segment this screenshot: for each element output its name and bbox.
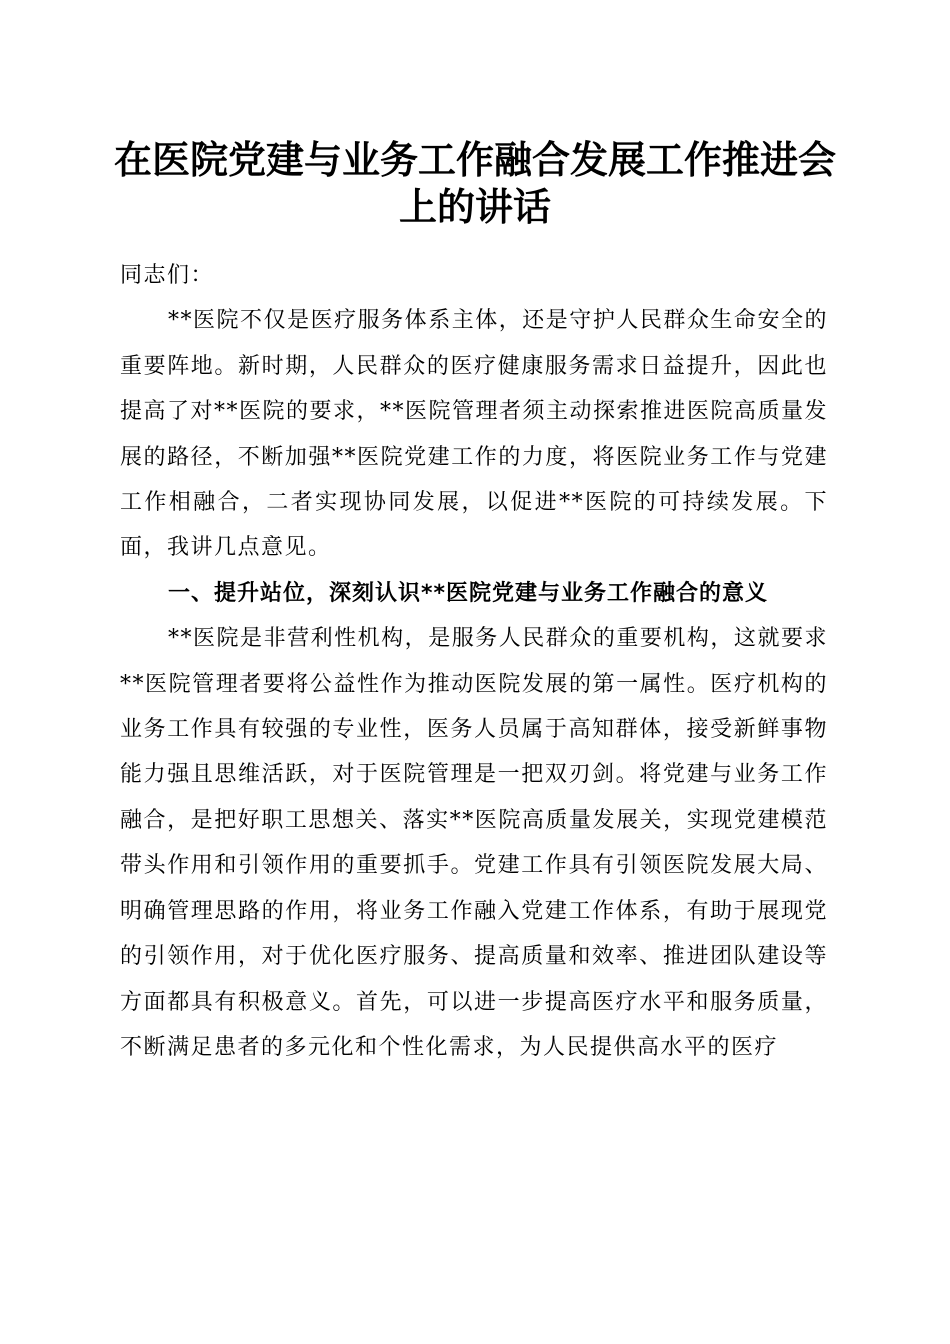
document-body: [120, 253, 828, 1070]
document-title: 在医院党建与业务工作融合发展工作推进会上的讲话: [113, 137, 836, 229]
salutation: 同志们：: [120, 263, 215, 288]
section-heading: 一、提升站位，深刻认识**医院党建与业务工作融合的意义: [168, 580, 769, 606]
section-paragraph: **医院是非营利性机构，是服务人民群众的重要机构，这就要求**医院管理者要将公益性作为推动医院发展的第一属性。医疗机构的业务工作具有较强的专业性，医务人员属于高知群体，接受新鲜事物能力强且思维活跃，对于医院管理是一把双刃剑。将党建与业务工作融合，是把好职工思想关、落实**医院高质量发展关，实现党建模范带头作用和引领作用的重要抓手。党建工作具有引领医院发展大局、明确管理思路的作用，将业务工作融入党建工作体系，有助于展现党的引领作用，对于优化医疗服务、提高质量和效率、推进团队建设等方面都具有积极意义。首先，可以进一步提高医疗水平和服务质量，不断满足患者的多元化和个性化需求，为人民提供高水平的医疗: [120, 626, 828, 1060]
intro-paragraph: **医院不仅是医疗服务体系主体，还是守护人民群众生命安全的重要阵地。新时期，人民群众的医疗健康服务需求日益提升，因此也提高了对**医院的要求，**医院管理者须主动探索推进医院高质量发展的路径，不断加强**医院党建工作的力度，将医院业务工作与党建工作相融合，二者实现协同发展，以促进**医院的可持续发展。下面，我讲几点意见。: [120, 308, 829, 561]
